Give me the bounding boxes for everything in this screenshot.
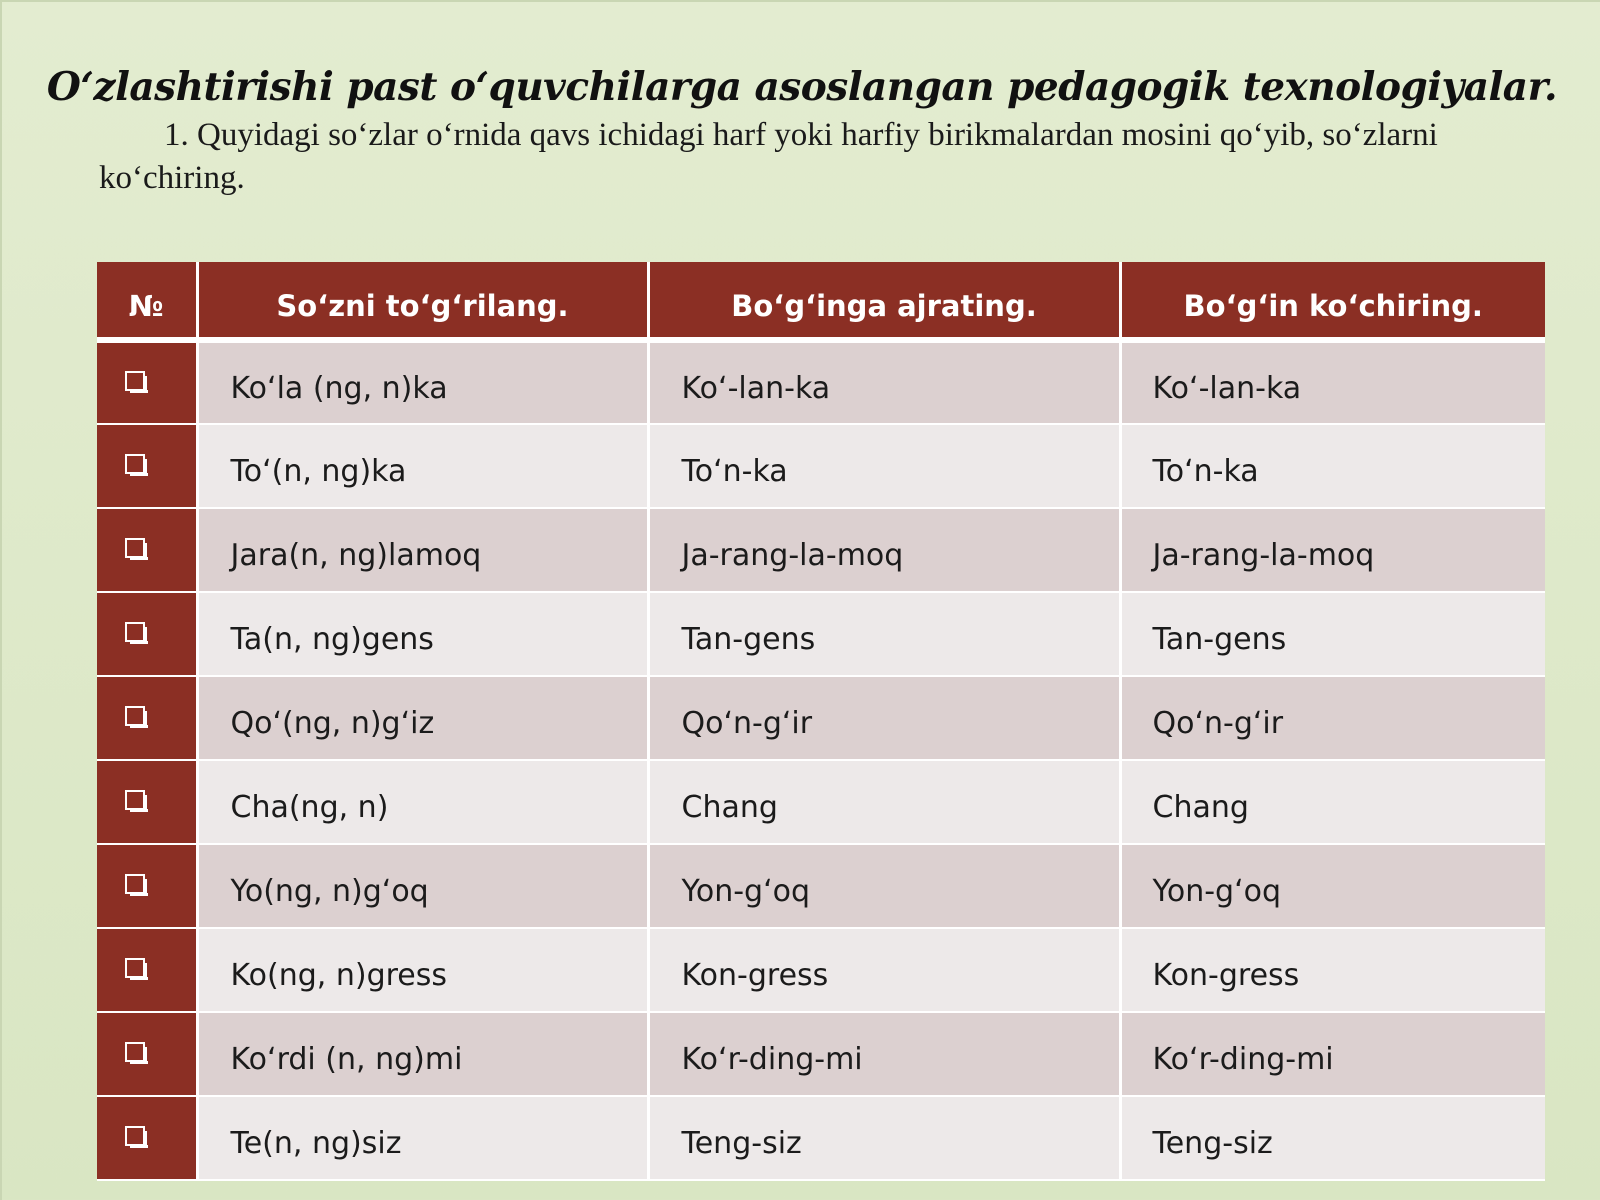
table-row — [97, 508, 1545, 592]
exercise-instruction: 1. Quyidagi so‘zlar o‘rnida qavs ichidagi harf yoki harfiy birikmalardan mosini qo‘yib, so‘zlarni ko‘chiring. — [99, 117, 1438, 196]
table-row — [97, 844, 1545, 928]
transfer-cell: Ko‘r-ding-mi — [1120, 1012, 1545, 1096]
syllables-cell: Teng-siz — [648, 1096, 1120, 1180]
syllables-cell: Ko‘-lan-ka — [648, 340, 1120, 424]
row-marker — [97, 676, 197, 760]
header-number: № — [97, 262, 197, 340]
row-marker — [97, 760, 197, 844]
transfer-cell: Yon-g‘oq — [1120, 844, 1545, 928]
row-marker — [97, 508, 197, 592]
table-row — [97, 340, 1545, 424]
transfer-cell: Teng-siz — [1120, 1096, 1545, 1180]
header-transfer-syllables: Bo‘g‘in ko‘chiring. — [1120, 262, 1545, 340]
transfer-cell: Ko‘-lan-ka — [1120, 340, 1545, 424]
row-marker — [97, 340, 197, 424]
checkbox-bullet-icon — [125, 874, 145, 894]
table-row — [97, 1096, 1545, 1180]
table-row — [97, 592, 1545, 676]
syllables-cell: Qo‘n-g‘ir — [648, 676, 1120, 760]
syllables-cell: Kon-gress — [648, 928, 1120, 1012]
table-row — [97, 676, 1545, 760]
word-cell: Yo(ng, n)g‘oq — [197, 844, 648, 928]
checkbox-bullet-icon — [125, 454, 145, 474]
table-header-row — [97, 262, 1545, 340]
transfer-cell: Kon-gress — [1120, 928, 1545, 1012]
word-cell: Ko‘rdi (n, ng)mi — [197, 1012, 648, 1096]
table-row — [97, 1012, 1545, 1096]
checkbox-bullet-icon — [125, 622, 145, 642]
syllables-cell: Chang — [648, 760, 1120, 844]
checkbox-bullet-icon — [125, 1042, 145, 1062]
transfer-cell: Qo‘n-g‘ir — [1120, 676, 1545, 760]
transfer-cell: To‘n-ka — [1120, 424, 1545, 508]
checkbox-bullet-icon — [125, 958, 145, 978]
word-cell: Ko(ng, n)gress — [197, 928, 648, 1012]
transfer-cell: Tan-gens — [1120, 592, 1545, 676]
syllables-cell: Tan-gens — [648, 592, 1120, 676]
syllables-cell: Ko‘r-ding-mi — [648, 1012, 1120, 1096]
table-row — [97, 760, 1545, 844]
syllables-cell: Yon-g‘oq — [648, 844, 1120, 928]
row-marker — [97, 592, 197, 676]
row-marker — [97, 1096, 197, 1180]
checkbox-bullet-icon — [125, 706, 145, 726]
word-cell: Ko‘la (ng, n)ka — [197, 340, 648, 424]
row-marker — [97, 424, 197, 508]
exercise-table — [97, 262, 1545, 1181]
transfer-cell: Chang — [1120, 760, 1545, 844]
page-title: O‘zlashtirishi past o‘quvchilarga asoslangan pedagogik texnologiyalar. — [46, 64, 1558, 110]
row-marker — [97, 928, 197, 1012]
syllables-cell: To‘n-ka — [648, 424, 1120, 508]
header-correct-word: So‘zni to‘g‘rilang. — [197, 262, 648, 340]
row-marker — [97, 1012, 197, 1096]
table-row — [97, 424, 1545, 508]
word-cell: Ta(n, ng)gens — [197, 592, 648, 676]
checkbox-bullet-icon — [125, 790, 145, 810]
checkbox-bullet-icon — [125, 1126, 145, 1146]
word-cell: Cha(ng, n) — [197, 760, 648, 844]
checkbox-bullet-icon — [125, 538, 145, 558]
word-cell: Qo‘(ng, n)g‘iz — [197, 676, 648, 760]
syllables-cell: Ja-rang-la-moq — [648, 508, 1120, 592]
checkbox-bullet-icon — [125, 371, 145, 391]
row-marker — [97, 844, 197, 928]
table-row — [97, 928, 1545, 1012]
word-cell: To‘(n, ng)ka — [197, 424, 648, 508]
transfer-cell: Ja-rang-la-moq — [1120, 508, 1545, 592]
word-cell: Te(n, ng)siz — [197, 1096, 648, 1180]
header-split-syllables: Bo‘g‘inga ajrating. — [648, 262, 1120, 340]
word-cell: Jara(n, ng)lamoq — [197, 508, 648, 592]
